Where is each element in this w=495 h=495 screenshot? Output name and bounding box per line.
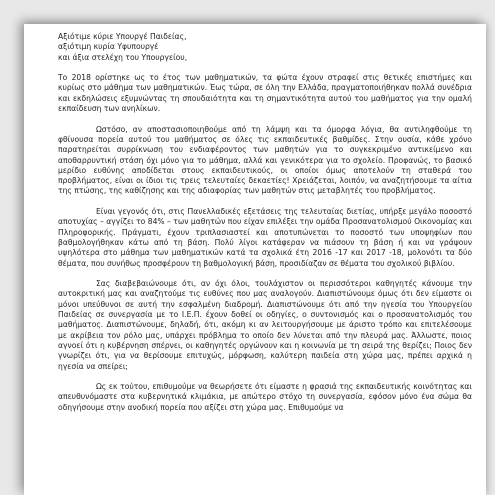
paragraph-1: Το 2018 ορίστηκε ως το έτος των μαθηματικών, τα φώτα έχουν στραφεί στις θετικές επιστήμες και κυρίως στο μάθημα των μαθηματικών. Έως τώρα, σε όλη την Ελλάδα, πραγματοποιήθηκαν πολλά συνέδρια και εκδηλώσεις εξυμνώντας τη σπουδαιότητα και τη σημαντικότητα αυτού του μαθήματος για την ομαλή εκπαίδευση των ανηλίκων.: [58, 73, 472, 114]
paragraph-4: Σας διαβεβαιώνουμε ότι, αν όχι όλοι, τουλάχιστον οι περισσότεροι καθηγητές κάνουμε την αυτοκριτική μας και αναζητούμε τις ευθύνες που μας αναλογούν. Διαπιστώνουμε όμως ότι δεν είμαστε οι μόνοι υπεύθυνοι σε αυτή την εσφαλμένη διαδρομή. Διαπιστώνουμε ότι από την ηγεσία του Υπουργείου Παιδείας σε συνεργασία με το Ι.Ε.Π. έχουν δοθεί οι οδηγίες, ο συντονισμός και ο προσανατολισμός του μαθήματος. Διαπιστώνουμε, δηλαδή, ότι, ακόμη κι αν λειτουργήσουμε με άριστο τρόπο και επιτελέσουμε με ακρίβεια τον ρόλο μας, υπάρχει πρόβλημα το οποίο δεν λύνεται από την πλευρά μας. Άλλωστε, ποιος αγνοεί ότι η κυβέρνηση σπέρνει, οι καθηγητές οργώνουν και η κοινωνία με τη σειρά της θερίζει; Ποιος δεν γνωρίζει ότι, για να θερίσουμε επιτυχώς, μόρφωση, καλύτερη παιδεία στη χώρα μας, πρέπει αρχικά η ηγεσία να σπείρει;: [58, 279, 472, 371]
document-page: [24, 24, 486, 495]
paragraph-2: Ωστόσο, αν αποστασιοποιηθούμε από τη λάμψη και τα όμορφα λόγια, θα αντιληφθούμε τη φθίνουσα πορεία αυτού του μαθήματος σε όλες τις εκπαιδευτικές βαθμίδες. Στην ουσία, κάθε χρόνο παρατηρείται συρρίκνωση του ενδιαφέροντος των μαθητών για το συγκεκριμένο αντικείμενο και αποθαρρυντική στάση όχι μόνο για το μάθημα, αλλά και γενικότερα για το σχολείο. Προφανώς, το βασικό μερίδιο ευθύνης αποδίδεται στους εκπαιδευτικούς, οι οποίοι όμως αποτελούν τη σταθερά του προβλήματος, είναι οι ίδιοι τις τρεις τελευταίες δεκαετίες! Χρειάζεται, λοιπόν, να αναζητήσουμε τα αίτια της πτώσης, της καθίζησης και της αδιαφορίας των μαθητών στις μεταβλητές του προβλήματος.: [58, 124, 472, 196]
greeting: Αξιότιμε κύριε Υπουργέ Παιδείας, αξιότιμη κυρία Υφυπουργέ και άξια στελέχη του Υπουργείου,: [58, 32, 188, 62]
document-body: [58, 24, 472, 413]
paragraph-3: Είναι γεγονός ότι, στις Πανελλαδικές εξετάσεις της τελευταίας διετίας, υπήρξε μεγάλο ποσοστό αποτυχίας – αγγίζει το 84% – των μαθητών που είχαν επιλέξει την ομάδα Προσανατολισμού Οικονομίας και Πληροφορικής. Πράγματι, έχουν τριπλασιαστεί και αποτυπώνεται το ποσοστό των υποψηφίων που βαθμολογήθηκαν κάτω από τη βάση. Πολύ λίγοι κατάφεραν να πιάσουν τη βάση ή και να γράψουν υψηλότερα στο μάθημα των μαθηματικών κατά τα σχολικά έτη 2016 -17 και 2017 -18, μολονότι τα δύο θέματα, που συνήθως προσφέρουν τη βαθμολογική βάση, προσιδίαζαν σε θέματα του σχολικού βιβλίου.: [58, 207, 472, 268]
paragraph-5: Ως εκ τούτου, επιθυμούμε να θεωρήσετε ότι είμαστε η φρασιά της εκπαιδευτικής κοινότητας και απευθυνόμαστε στα κυβερνητικά κλιμάκια, με απώτερο στόχο τη συνεργασία, εφόσον μόνο ένα σώμα θα οδηγήσουμε στην ανοδική πορεία που αξίζει στη χώρα μας. Επιθυμούμε να: [58, 382, 472, 412]
